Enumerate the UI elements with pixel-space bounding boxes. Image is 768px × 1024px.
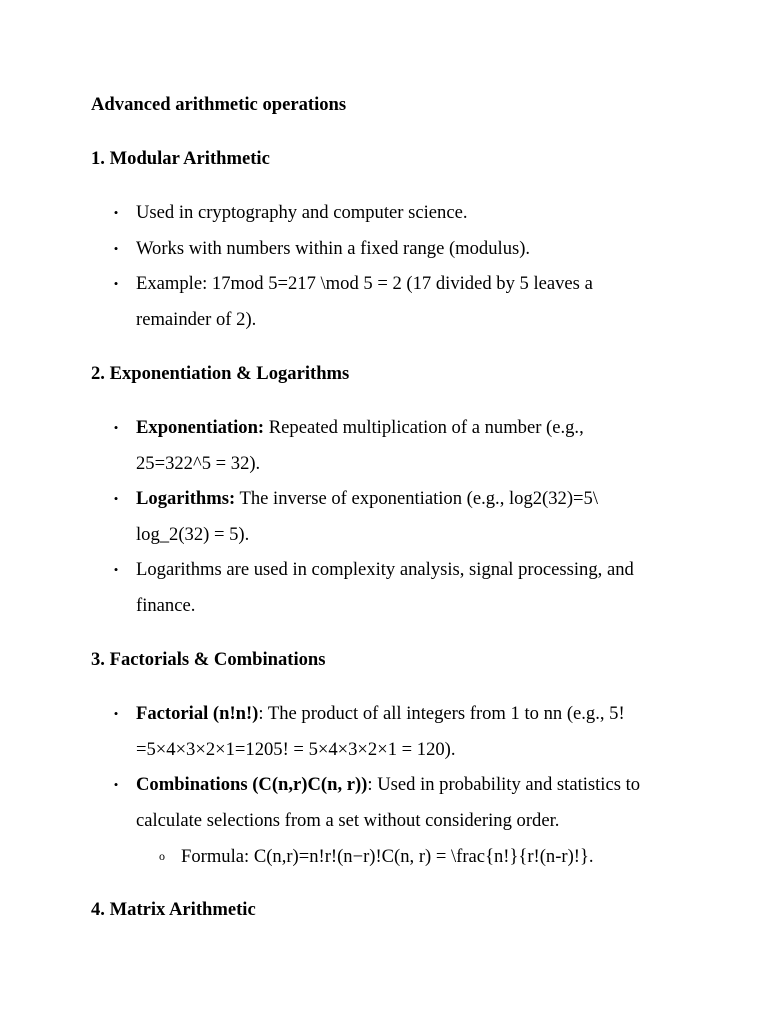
item-text: Repeated multiplication of a number (e.g., 25=322^5 = 32).: [136, 417, 584, 474]
term-exponentiation: Exponentiation:: [136, 417, 265, 438]
sub-list-item: Formula: C(n,r)=n!r!(n−r)!C(n, r) = \frac{n!}{r!(n-r)!}.: [181, 846, 594, 867]
bullet-icon: [112, 696, 120, 732]
list-item: [136, 767, 676, 838]
list-item: [136, 410, 636, 481]
list-item: Used in cryptography and computer science.: [136, 202, 468, 223]
circle-bullet-icon: [158, 839, 166, 875]
document-title: Advanced arithmetic operations: [91, 94, 347, 115]
term-combinations: Combinations (C(n,r)C(n, r)): [136, 774, 368, 795]
item-text: : The product of all integers from 1 to nn (e.g., 5! =5×4×3×2×1=1205! = 5×4×3×2×1 = 120).: [136, 703, 625, 760]
list-item: [136, 481, 646, 552]
bullet-icon: [112, 266, 120, 302]
bullet-icon: [112, 195, 120, 231]
item-text: : Used in probability and statistics to calculate selections from a set without considering order.: [136, 774, 641, 831]
term-factorial: Factorial (n!n!): [136, 703, 259, 724]
list-item: Example: 17mod 5=217 \mod 5 = 2 (17 divided by 5 leaves a remainder of 2).: [136, 273, 593, 330]
item-text: The inverse of exponentiation (e.g., log2(32)=5\ log_2(32) = 5).: [136, 488, 598, 545]
bullet-icon: [112, 481, 120, 517]
bullet-icon: [112, 552, 120, 588]
section-heading-exponentiation-logarithms: 2. Exponentiation & Logarithms: [91, 363, 350, 384]
list-item: [136, 696, 676, 767]
bullet-icon: [112, 767, 120, 803]
bullet-icon: [112, 231, 120, 267]
list-item: Works with numbers within a fixed range (modulus).: [136, 238, 531, 259]
list-item: Logarithms are used in complexity analysis, signal processing, and finance.: [136, 559, 634, 616]
section-heading-matrix-arithmetic: 4. Matrix Arithmetic: [91, 899, 256, 920]
bullet-icon: [112, 410, 120, 446]
term-logarithms: Logarithms:: [136, 488, 236, 509]
section-heading-modular-arithmetic: 1. Modular Arithmetic: [91, 148, 270, 169]
section-heading-factorials-combinations: 3. Factorials & Combinations: [91, 649, 326, 670]
